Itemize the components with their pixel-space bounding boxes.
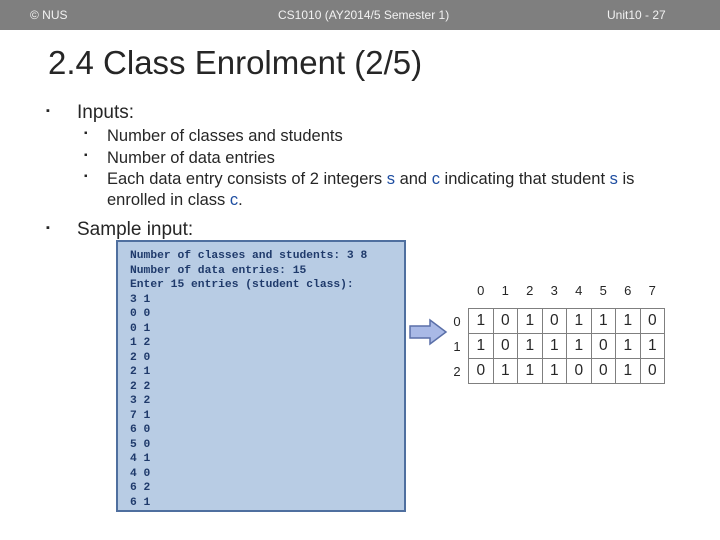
row-header: 1 (453, 338, 461, 354)
matrix-cell: 1 (640, 334, 665, 359)
col-header: 5 (599, 282, 607, 298)
matrix-cell: 1 (493, 359, 518, 384)
matrix-cell: 1 (542, 334, 567, 359)
bullet-square-icon: ▪ (84, 150, 88, 161)
matrix-cell: 0 (542, 309, 567, 334)
matrix-cell: 1 (518, 309, 543, 334)
matrix-cell: 1 (518, 359, 543, 384)
matrix-row (446, 334, 665, 359)
col-header: 3 (550, 282, 558, 298)
matrix-cell: 1 (616, 334, 641, 359)
bullet-square-icon: ▪ (46, 222, 50, 234)
matrix-cell: 0 (493, 309, 518, 334)
matrix-cell: 1 (616, 359, 641, 384)
col-header: 1 (501, 282, 509, 298)
matrix-cell: 0 (640, 359, 665, 384)
bullet-square-icon: ▪ (84, 171, 88, 182)
matrix-cell: 1 (469, 309, 494, 334)
header-course: CS1010 (AY2014/5 Semester 1) (278, 8, 450, 22)
matrix-row (446, 359, 665, 384)
matrix-cell: 0 (469, 359, 494, 384)
header-bar (0, 0, 720, 30)
matrix-cell: 0 (591, 359, 616, 384)
matrix-cell: 0 (567, 359, 592, 384)
sample-input-box (116, 240, 406, 512)
matrix-row (446, 309, 665, 334)
bullet-square-icon: ▪ (46, 105, 50, 117)
row-header: 2 (453, 363, 461, 379)
bullet-square-icon: ▪ (84, 128, 88, 139)
matrix-cell: 1 (567, 334, 592, 359)
right-arrow-icon (408, 318, 448, 346)
col-header: 6 (624, 282, 632, 298)
sample-input-text: Number of classes and students: 3 8 Number of data entries: 15 Enter 15 entries (student class): 3 1 0 0 0 1 1 2 2 0 2 1 2 2 3 2 7 1 6 0 5 0 4 1 4 0 6 2 6 1 (130, 250, 368, 509)
enrolment-matrix (446, 278, 665, 384)
matrix-cell: 1 (469, 334, 494, 359)
matrix-cell: 0 (640, 309, 665, 334)
matrix-cell: 0 (493, 334, 518, 359)
header-page-number: Unit10 - 27 (607, 8, 666, 22)
header-copyright: © NUS (30, 8, 68, 22)
matrix-cell: 1 (567, 309, 592, 334)
col-header: 2 (526, 282, 534, 298)
col-header: 7 (648, 282, 656, 298)
matrix-cell: 1 (591, 309, 616, 334)
col-header: 4 (575, 282, 583, 298)
row-header: 0 (453, 313, 461, 329)
matrix-cell: 1 (542, 359, 567, 384)
matrix-cell: 1 (518, 334, 543, 359)
col-header: 0 (477, 282, 485, 298)
matrix-cell: 1 (616, 309, 641, 334)
slide-title: 2.4 Class Enrolment (2/5) (48, 44, 423, 81)
matrix-cell: 0 (591, 334, 616, 359)
